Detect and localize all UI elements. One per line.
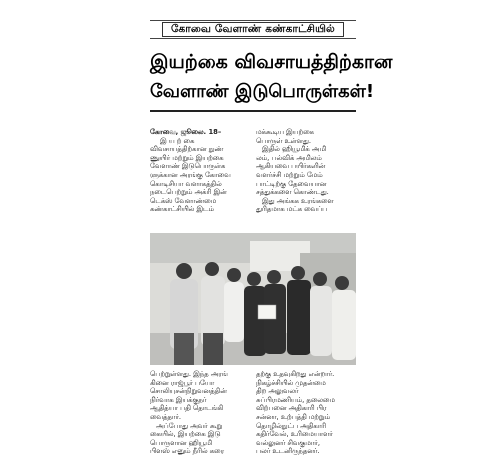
article-column-left <box>150 128 248 232</box>
headline-line-2: வேளாண் இடுபொருள்கள்! <box>150 81 375 102</box>
article-line: அப்போது அவர் கூறு <box>156 421 223 430</box>
article-line: இது அங்கக உரங்களை <box>262 196 334 205</box>
newspaper-clipping <box>150 20 393 456</box>
article-line: பிளஸ் எனும் நீரில் கரை <box>150 447 224 456</box>
article-line: இ ய ற் கை <box>160 136 195 145</box>
group-photo <box>150 233 356 365</box>
article-line: மக்கூடிய இயற்கை <box>256 128 314 136</box>
article-column-bottom-left <box>150 370 248 456</box>
article-line: விற்பனை அதிகாரி பிர <box>256 404 327 413</box>
article-line: கதிர்வேல், உரிமையாளர் <box>256 430 333 439</box>
article-column-right <box>256 128 356 232</box>
article-line: விவசாயத்திற்கான நுண் <box>150 145 224 154</box>
article-line: ஆதித்யா பதி தொடங்கி <box>150 404 224 413</box>
article-line: நிர்வாக இயக்குநர் <box>150 395 207 404</box>
article-line: பொருள் உள்ளது. <box>256 136 311 145</box>
article-line: கண்காட்சியில் இடம் <box>150 205 214 214</box>
article-line: வளர்ச்சி மற்றும் மேம் <box>256 170 323 179</box>
article-line: வேளாண் இடுபொருள்க <box>150 162 226 171</box>
group-photo-icon <box>150 233 356 365</box>
dateline: கோவை, ஜூலை. 18– <box>150 128 222 136</box>
article-line: டெக்ஸ் வேளாண்மை <box>150 196 217 205</box>
article-line: ணுயிர் மற்றும் இயற்கை <box>150 153 224 162</box>
article-line: வைத்தார். <box>150 412 182 421</box>
article-line: நிகழ்ச்சியில் முதன்மை <box>256 378 326 387</box>
article-column-bottom-right <box>256 370 356 456</box>
article-line: கையில், இயற்கை இடு <box>150 430 221 439</box>
article-line: சத்துக்களை கொண்டது. <box>256 188 329 197</box>
article-line: பலர் உடனிருந்தனர். <box>256 447 320 456</box>
article-line: சொலியுசன்நிறுவனத்தின் <box>150 387 227 396</box>
article-line: பெற்றுள்ளது. இந்த அரங் <box>150 370 228 378</box>
kicker-band <box>150 20 356 39</box>
article-line: தற்கு உதவுகிறது என்றார். <box>256 370 335 378</box>
article-line: ளுக்கான அரங்கு கோவை <box>150 170 231 179</box>
article-line: சன்னா, உற்பத்தி மற்றும் <box>256 412 331 421</box>
article-line: கொடிசியா வளாகத்தில் <box>150 179 222 188</box>
article-line: பாட்டிற்கு தேவையான <box>256 179 327 188</box>
headline-line-1: இயற்கை விவசாயத்திற்கான <box>150 51 393 73</box>
article-line: திற அலுவலர் <box>256 387 299 396</box>
article-line: இதில் ஹியூமிக் அமி <box>262 145 327 154</box>
article-line: பொருளான ஹியூமி <box>150 438 212 447</box>
headline-rule <box>150 110 356 112</box>
article-line: கினை ராஜ்பூர் பயோ <box>150 378 215 387</box>
article-line: தொழில்நுட்ப அதிகாரி <box>256 421 327 430</box>
article-line: நடைபெற்றும் அக்ரி இன் <box>150 188 227 197</box>
article-line: வல்லுனர் சிவகுமார், <box>256 438 321 447</box>
kicker-label: கோவை வேளாண் கண்காட்சியில் <box>162 22 344 37</box>
article-line: சுப்பிரமணியம், தலைமை <box>256 395 335 404</box>
article-line: ஆகியவை பயிர்களின் <box>256 162 326 171</box>
article-line: துரிதமாக மட்க வைப்ப <box>256 205 328 214</box>
article-line: லம், பல்விக் அமிலம் <box>256 153 322 162</box>
